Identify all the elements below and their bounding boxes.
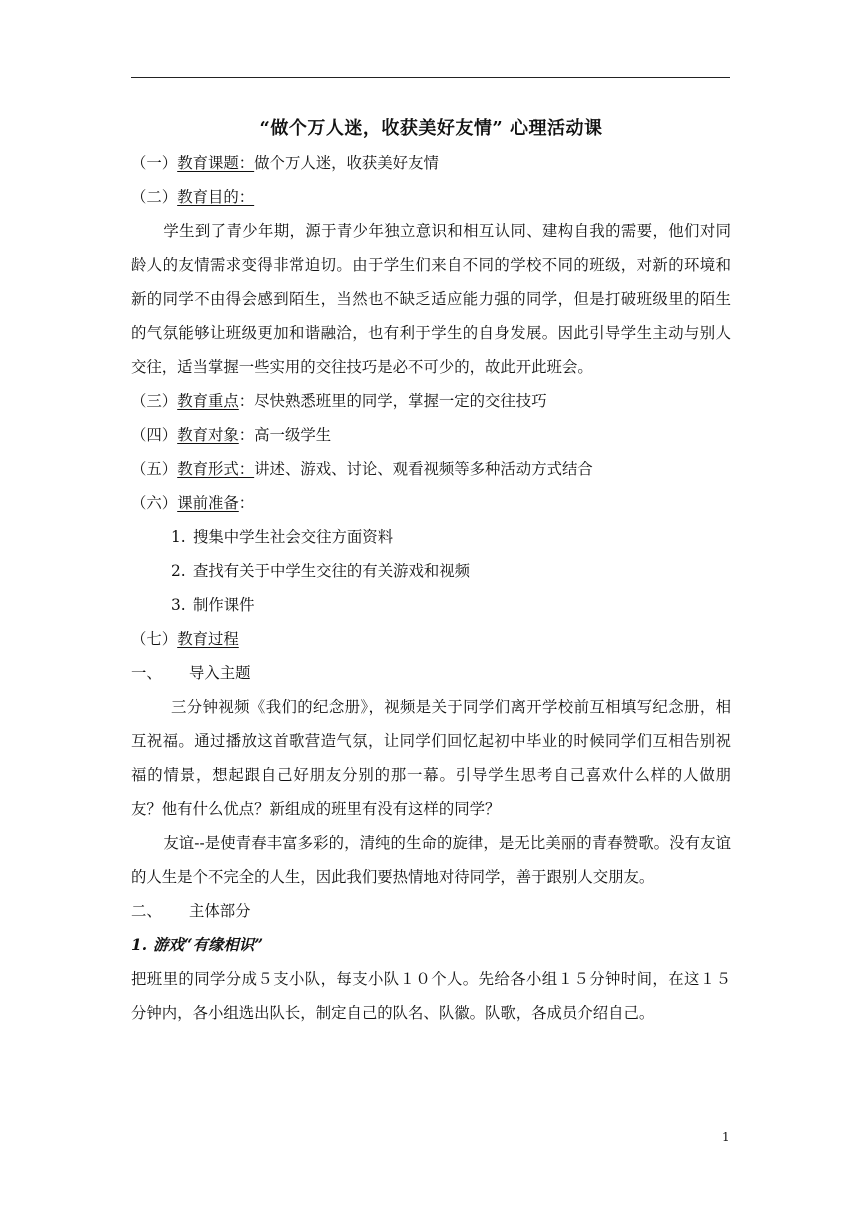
item-label: 教育目的： [177,188,255,206]
item-label: 课前准备 [177,494,239,512]
game-number: 1. [131,936,148,954]
prep-list-item [131,520,731,554]
item-label: 教育课题： [177,154,255,172]
list-number: 3. [171,596,186,614]
item-value: 做个万人迷，收获美好友情 [254,154,439,172]
prep-list-item [131,588,731,622]
game-1-heading [131,928,731,962]
item-goal [131,180,731,214]
section-1-heading [131,656,731,690]
item-label: 教育对象 [177,426,239,444]
item-number: （一） [131,154,178,172]
game-title: 游戏“有缘相识” [153,936,264,954]
item-number: （五） [131,460,178,478]
item-label: 教育重点 [177,392,239,410]
item-topic [131,146,731,180]
list-text: 搜集中学生社会交往方面资料 [193,528,394,546]
header-rule [131,77,730,78]
section-number: 一、 [131,664,162,682]
item-process [131,622,731,656]
document-title: “做个万人迷，收获美好友情” 心理活动课 [259,118,603,139]
item-form [131,452,731,486]
item-value: ： [238,494,255,512]
item-value: ：高一级学生 [238,426,332,444]
list-number: 2. [171,562,186,580]
section-1-paragraph-1: 三分钟视频《我们的纪念册》，视频是关于同学们离开学校前互相填写纪念册，相互祝福。通过播放这首歌营造气氛，让同学们回忆起初中毕业的时候同学们互相告别祝福的情景，想起跟自己好朋友分别的那一幕。引导学生思考自己喜欢什么样的人做朋友？他有什么优点？新组成的班里有没有这样的同学？ [131,698,731,818]
item-focus [131,384,731,418]
section-2-heading [131,894,731,928]
section-number: 二、 [131,902,162,920]
goal-paragraph: 学生到了青少年期，源于青少年独立意识和相互认同、建构自我的需要，他们对同龄人的友情需求变得非常迫切。由于学生们来自不同的学校不同的班级，对新的环境和新的同学不由得会感到陌生，当然也不缺乏适应能力强的同学，但是打破班级里的陌生的气氛能够让班级更加和谐融洽，也有利于学生的自身发展。因此引导学生主动与别人交往，适当掌握一些实用的交往技巧是必不可少的，故此开此班会。 [131,222,731,376]
item-number: （二） [131,188,178,206]
item-value: 讲述、游戏、讨论、观看视频等多种活动方式结合 [254,460,593,478]
list-number: 1. [171,528,186,546]
item-label: 教育形式： [177,460,255,478]
section-1-paragraph-2: 友谊--是使青春丰富多彩的，清纯的生命的旋律，是无比美丽的青春赞歌。没有友谊的人生是个不完全的人生，因此我们要热情地对待同学，善于跟别人交朋友。 [131,834,731,886]
prep-list-item [131,554,731,588]
item-prep [131,486,731,520]
section-title: 导入主题 [189,664,251,682]
item-number: （三） [131,392,178,410]
list-text: 制作课件 [193,596,255,614]
page-number: 1 [722,1130,730,1144]
list-text: 查找有关于中学生交往的有关游戏和视频 [193,562,471,580]
game-1-paragraph: 把班里的同学分成５支小队，每支小队１０个人。先给各小组１５分钟时间，在这１５分钟内，各小组选出队长，制定自己的队名、队徽。队歌，各成员介绍自己。 [131,970,731,1022]
item-number: （七） [131,630,178,648]
item-number: （六） [131,494,178,512]
item-label: 教育过程 [177,630,239,648]
item-value: ：尽快熟悉班里的同学，掌握一定的交往技巧 [238,392,547,410]
section-title: 主体部分 [189,902,251,920]
item-target [131,418,731,452]
document-body [131,112,731,1030]
item-number: （四） [131,426,178,444]
